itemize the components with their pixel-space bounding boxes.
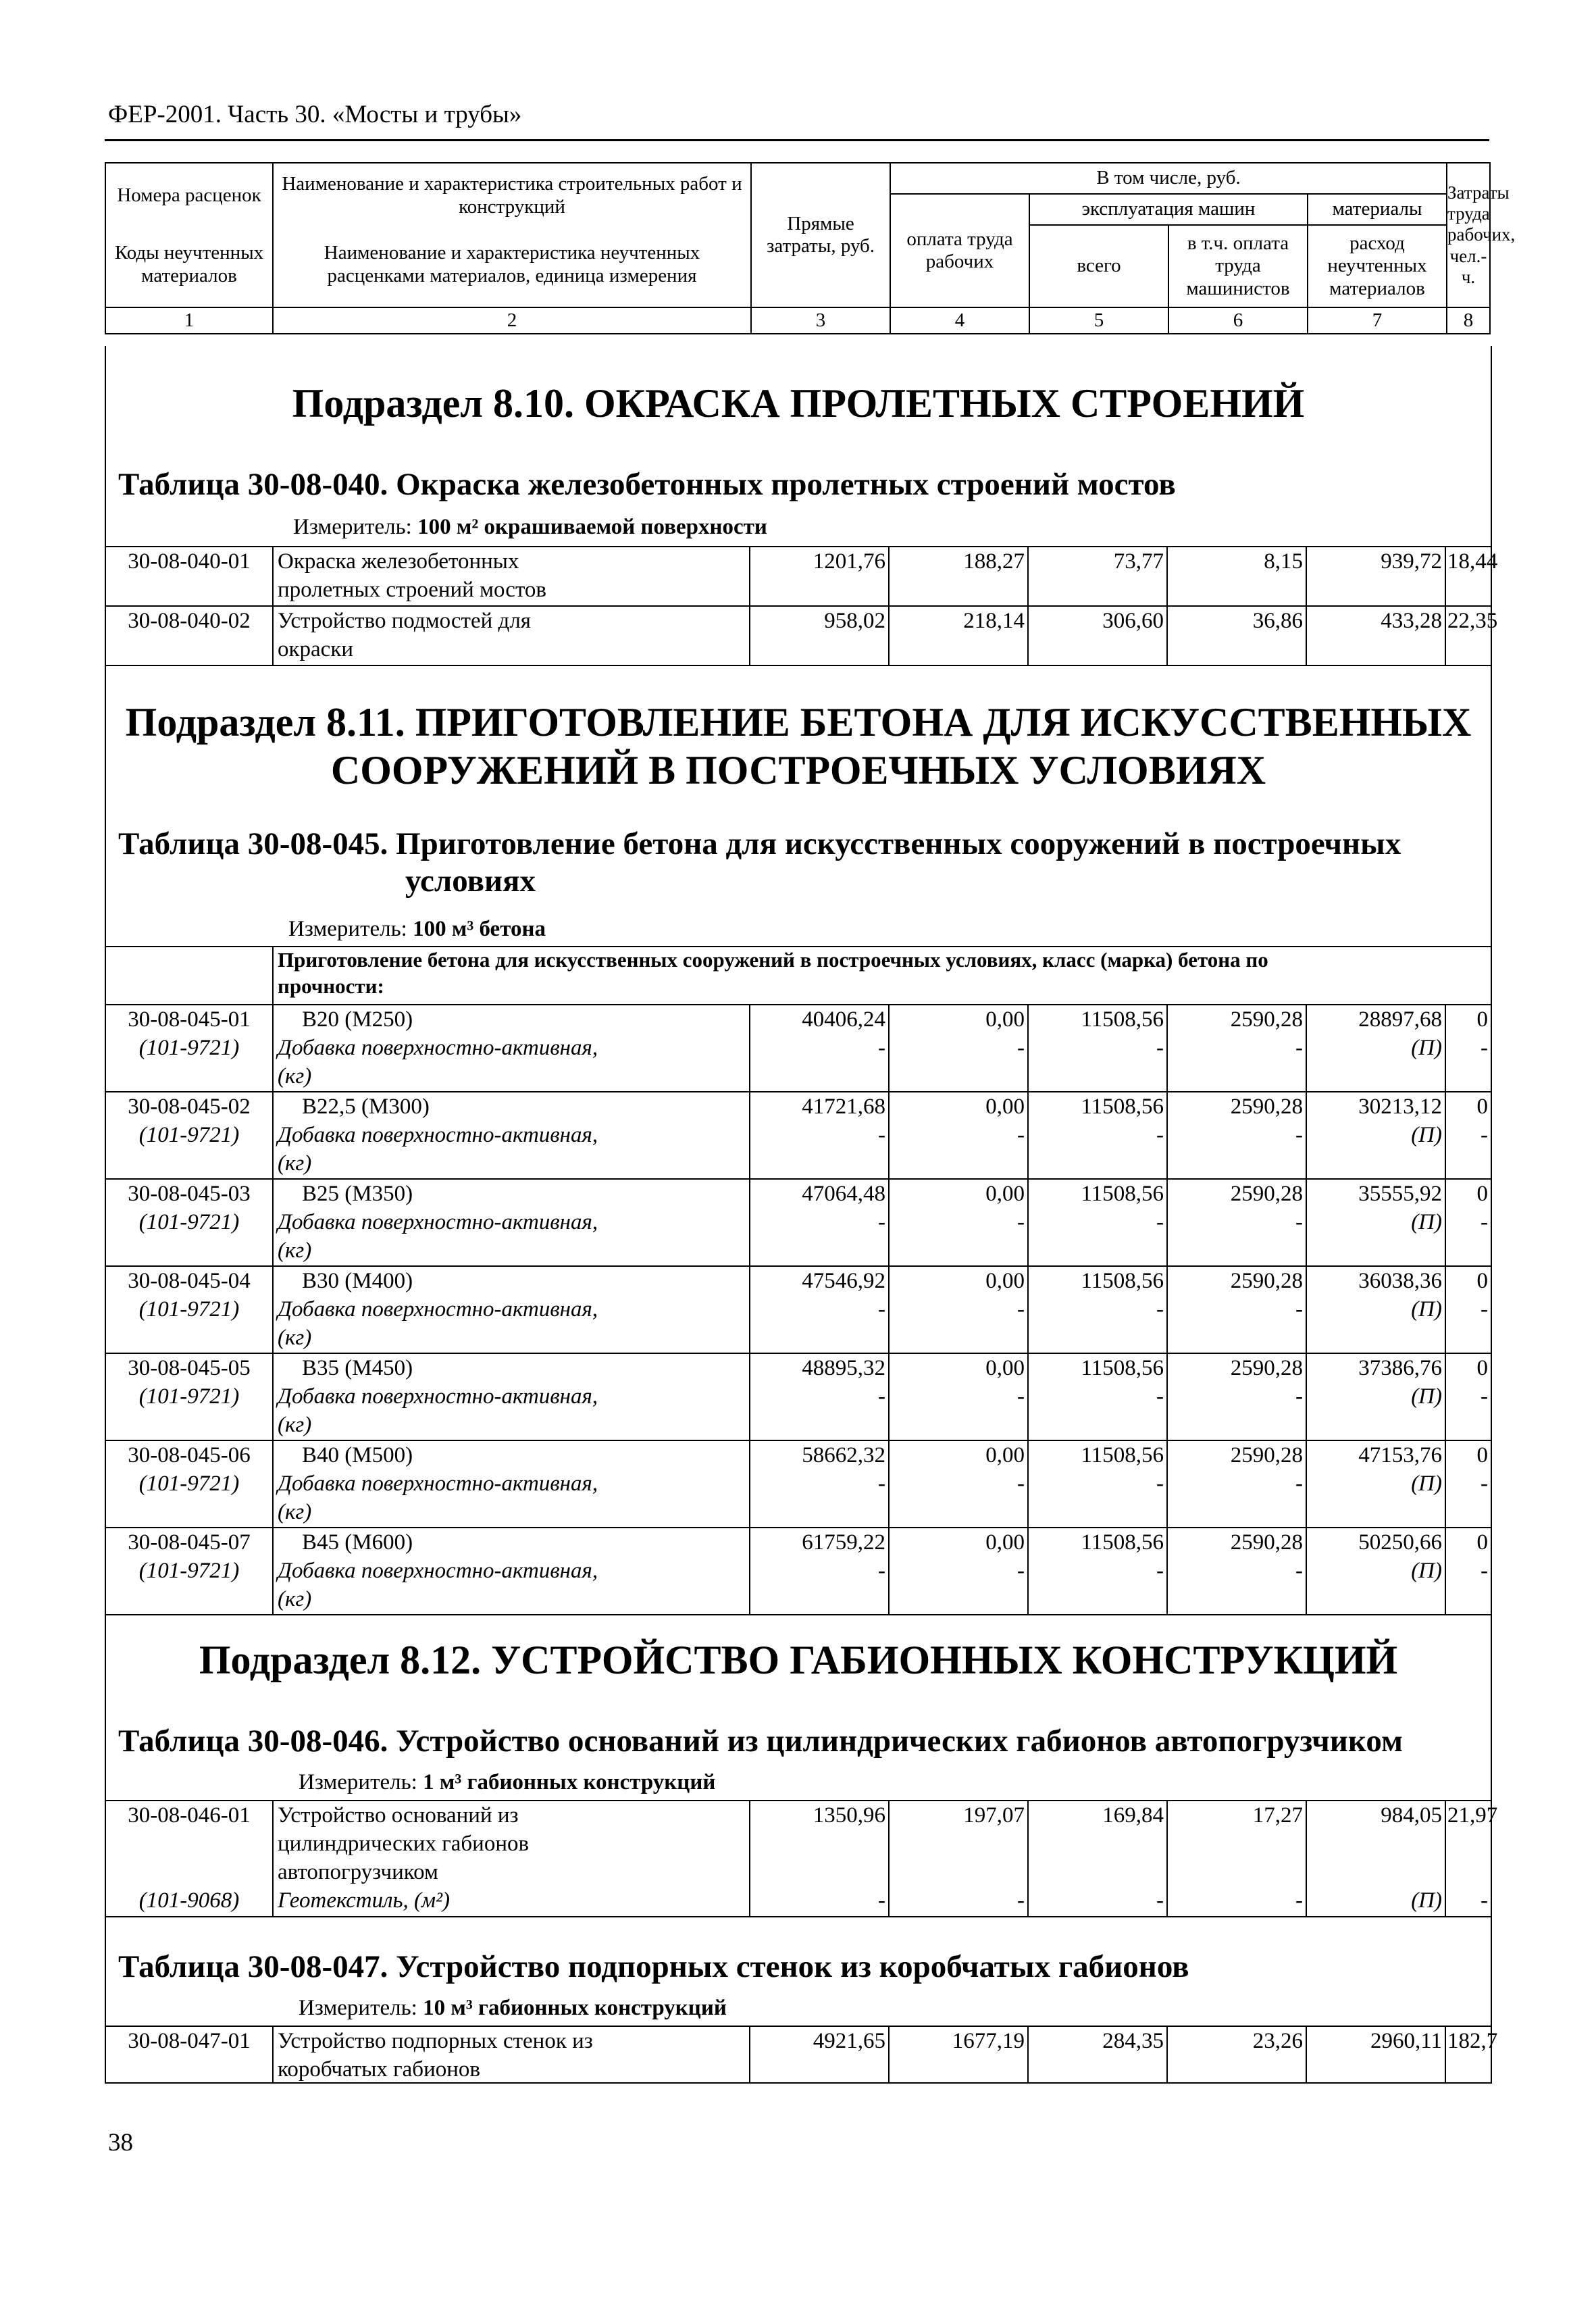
materials-cost: 939,72	[1308, 547, 1446, 605]
row-code	[106, 1354, 274, 1440]
row-code	[106, 1801, 274, 1916]
column-header-table	[105, 162, 1516, 334]
group-heading-line: прочности:	[278, 974, 384, 998]
value: 0,00	[985, 1356, 1025, 1380]
row-code-line: 30-08-045-02	[128, 1095, 251, 1119]
value: 0,00	[985, 1182, 1025, 1206]
value: 17,27	[1252, 1803, 1303, 1828]
table-title-line: условиях	[405, 863, 536, 899]
table-row	[106, 1527, 1491, 1615]
value: 40406,24	[802, 1007, 885, 1032]
concrete-class: В20 (М250)	[302, 1007, 413, 1032]
materials-cost: 433,28	[1308, 607, 1446, 665]
dash: -	[1295, 1472, 1303, 1496]
row-code	[106, 1528, 274, 1614]
material-unit: (кг)	[278, 1238, 312, 1263]
material-code: (101-9721)	[138, 1472, 240, 1496]
value: 47546,92	[802, 1269, 885, 1293]
value: 984,05	[1381, 1803, 1442, 1828]
dash: -	[1017, 1123, 1025, 1147]
value: 0	[1476, 1530, 1488, 1555]
material-code: (101-9721)	[138, 1210, 240, 1234]
row-code: 30-08-040-01	[106, 547, 274, 605]
dash: -	[1156, 1036, 1164, 1060]
material-name: Добавка поверхностно-активная,	[278, 1210, 598, 1234]
materials-cost	[1308, 1092, 1446, 1178]
row-name-line: Устройство подмостей для	[278, 609, 531, 633]
dash: -	[1481, 1297, 1488, 1322]
material-name: Геотекстиль, (м²)	[278, 1888, 450, 1913]
machine-total	[1030, 1005, 1168, 1091]
dash: -	[1017, 1036, 1025, 1060]
direct-cost	[752, 1092, 890, 1178]
value: 30213,12	[1358, 1095, 1442, 1119]
p-mark: (П)	[1411, 1888, 1442, 1913]
machinist-wage	[1169, 1005, 1307, 1091]
col3-header: Прямые затраты, руб.	[751, 163, 890, 307]
material-unit: (кг)	[278, 1413, 312, 1437]
labor-wage: 1677,19	[891, 2027, 1029, 2084]
value: 2590,28	[1230, 1007, 1303, 1032]
labor-wage	[891, 1354, 1029, 1440]
row-code	[106, 1441, 274, 1527]
labor-hours	[1447, 1092, 1491, 1178]
labor-wage	[891, 1092, 1029, 1178]
labor-wage	[891, 1005, 1029, 1091]
col1-top-header: Номера расценок	[105, 163, 273, 225]
machinist-wage	[1169, 1441, 1307, 1527]
value: 11508,56	[1081, 1007, 1164, 1032]
table-row	[106, 1800, 1498, 1917]
row-code-line: 30-08-045-07	[128, 1530, 251, 1555]
machinist-wage	[1169, 1267, 1307, 1353]
group-heading-line: Приготовление бетона для искусственных сооружений в построечных условиях, класс (марка) бетона по	[278, 948, 1268, 972]
labor-wage	[891, 1441, 1029, 1527]
measure-label: Измеритель:	[293, 515, 418, 539]
material-code: (101-9721)	[138, 1036, 240, 1060]
measure-value: 1 м³ габионных конструкций	[423, 1770, 716, 1794]
material-code: (101-9721)	[138, 1297, 240, 1322]
machine-total	[1030, 1528, 1168, 1614]
material-name: Добавка поверхностно-активная,	[278, 1036, 598, 1060]
value: 0	[1476, 1182, 1488, 1206]
row-code-line: 30-08-045-01	[128, 1007, 251, 1032]
dash: -	[878, 1297, 885, 1322]
dash: -	[1295, 1036, 1303, 1060]
col6-header: в т.ч. оплата труда машинистов	[1168, 225, 1308, 307]
row-code	[106, 1180, 274, 1265]
table-045-measure	[288, 917, 546, 942]
labor-wage	[891, 1528, 1029, 1614]
labor-hours: 22,35	[1447, 609, 1498, 633]
value: 0	[1476, 1356, 1488, 1380]
concrete-class: В25 (М350)	[302, 1182, 413, 1206]
value: 48895,32	[802, 1356, 885, 1380]
value: 21,97	[1447, 1803, 1498, 1828]
row-name-line: цилиндрических габионов	[278, 1832, 530, 1856]
p-mark: (П)	[1411, 1559, 1442, 1583]
value: 0	[1476, 1095, 1488, 1119]
labor-hours	[1447, 1005, 1491, 1091]
machinist-wage	[1169, 1528, 1307, 1614]
p-mark: (П)	[1411, 1036, 1442, 1060]
value: 11508,56	[1081, 1356, 1164, 1380]
section-heading-line: Подраздел 8.11. ПРИГОТОВЛЕНИЕ БЕТОНА ДЛЯ ИСКУССТВЕННЫХ	[125, 700, 1472, 745]
direct-cost	[752, 1801, 890, 1916]
machinist-wage: 8,15	[1169, 547, 1307, 605]
row-name-line: автопогрузчиком	[278, 1860, 438, 1884]
col4-header: оплата труда рабочих	[890, 194, 1029, 307]
labor-wage	[891, 1267, 1029, 1353]
value: 2590,28	[1230, 1443, 1303, 1467]
table-row	[106, 605, 1498, 666]
measure-value: 100 м² окрашиваемой поверхности	[417, 515, 767, 539]
dash: -	[1295, 1210, 1303, 1234]
dash: -	[1156, 1297, 1164, 1322]
row-name	[274, 1005, 750, 1091]
material-name: Добавка поверхностно-активная,	[278, 1472, 598, 1496]
dash: -	[1481, 1036, 1488, 1060]
col-number-8: 8	[1447, 307, 1490, 334]
dash: -	[878, 1384, 885, 1409]
material-name: Добавка поверхностно-активная,	[278, 1384, 598, 1409]
concrete-class: В30 (М400)	[302, 1269, 413, 1293]
row-name-line: Окраска железобетонных	[278, 549, 519, 574]
document-body	[105, 346, 1498, 2084]
machinist-wage	[1169, 1180, 1307, 1265]
value: 35555,92	[1358, 1182, 1442, 1206]
p-mark: (П)	[1411, 1297, 1442, 1322]
concrete-class: В40 (М500)	[302, 1443, 413, 1467]
row-code	[106, 1092, 274, 1178]
material-unit: (кг)	[278, 1587, 312, 1611]
materials-cost	[1308, 1354, 1446, 1440]
dash: -	[1017, 1888, 1025, 1913]
col5-header: всего	[1029, 225, 1168, 307]
section-8-10-heading: Подраздел 8.10. ОКРАСКА ПРОЛЕТНЫХ СТРОЕНИЙ	[292, 381, 1305, 426]
col-number-3: 3	[751, 307, 890, 334]
labor-hours	[1447, 1801, 1498, 1916]
col-number-5: 5	[1029, 307, 1168, 334]
row-name-line: Устройство оснований из	[278, 1803, 519, 1828]
materials-cost	[1308, 1528, 1446, 1614]
material-code: (101-9721)	[138, 1123, 240, 1147]
dash: -	[1295, 1888, 1303, 1913]
value: 11508,56	[1081, 1530, 1164, 1555]
machinist-wage	[1169, 1354, 1307, 1440]
concrete-class: В35 (М450)	[302, 1356, 413, 1380]
value: 11508,56	[1081, 1269, 1164, 1293]
value: 36038,36	[1358, 1269, 1442, 1293]
p-mark: (П)	[1411, 1210, 1442, 1234]
col-number-1: 1	[105, 307, 273, 334]
measure-value: 10 м³ габионных конструкций	[423, 1996, 727, 2020]
dash: -	[878, 1472, 885, 1496]
row-code-line: 30-08-045-05	[128, 1356, 251, 1380]
row-name	[274, 1354, 750, 1440]
header-rule	[105, 139, 1489, 141]
table-row	[106, 546, 1498, 605]
material-unit: (кг)	[278, 1064, 312, 1088]
material-code: (101-9721)	[138, 1384, 240, 1409]
materials-group-header: материалы	[1308, 194, 1447, 225]
dash: -	[1481, 1888, 1488, 1913]
section-8-12-heading: Подраздел 8.12. УСТРОЙСТВО ГАБИОННЫХ КОНСТРУКЦИЙ	[199, 1638, 1398, 1682]
row-name	[274, 1267, 750, 1353]
table-row	[106, 1178, 1491, 1265]
material-code: (101-9721)	[138, 1559, 240, 1583]
value: 41721,68	[802, 1095, 885, 1119]
direct-cost	[752, 1180, 890, 1265]
direct-cost	[752, 1005, 890, 1091]
material-unit: (кг)	[278, 1326, 312, 1350]
dash: -	[1156, 1559, 1164, 1583]
labor-hours	[1447, 1441, 1491, 1527]
value: 58662,32	[802, 1443, 885, 1467]
labor-wage: 188,27	[891, 547, 1029, 605]
dash: -	[878, 1036, 885, 1060]
row-code: 30-08-047-01	[106, 2027, 274, 2084]
labor-wage	[891, 1180, 1029, 1265]
col7-header: расход неучтенных материалов	[1308, 225, 1447, 307]
value: 0,00	[985, 1007, 1025, 1032]
materials-cost	[1308, 1267, 1446, 1353]
labor-hours	[1447, 1354, 1491, 1440]
table-row	[106, 1440, 1491, 1527]
value: 50250,66	[1358, 1530, 1442, 1555]
table-row	[106, 1091, 1491, 1178]
measure-label: Измеритель:	[299, 1996, 423, 2020]
col-number-2: 2	[273, 307, 751, 334]
table-row	[106, 1353, 1491, 1440]
materials-cost	[1308, 1441, 1446, 1527]
dash: -	[1295, 1297, 1303, 1322]
table-row	[106, 1004, 1491, 1091]
value: 2590,28	[1230, 1356, 1303, 1380]
dash: -	[1481, 1472, 1488, 1496]
subgroup-header: эксплуатация машин	[1029, 194, 1308, 225]
value: 2590,28	[1230, 1269, 1303, 1293]
value: 197,07	[963, 1803, 1025, 1828]
dash: -	[1017, 1297, 1025, 1322]
table-row	[106, 1265, 1491, 1353]
material-unit: (кг)	[278, 1500, 312, 1524]
value: 47064,48	[802, 1182, 885, 1206]
dash: -	[1156, 1472, 1164, 1496]
material-name: Добавка поверхностно-активная,	[278, 1559, 598, 1583]
table-046-title: Таблица 30-08-046. Устройство оснований из цилиндрических габионов автопогрузчиком	[118, 1724, 1403, 1759]
dash: -	[1017, 1384, 1025, 1409]
machinist-wage: 36,86	[1169, 607, 1307, 665]
dash: -	[878, 1559, 885, 1583]
machine-total	[1030, 1180, 1168, 1265]
value: 11508,56	[1081, 1443, 1164, 1467]
row-name	[274, 1801, 750, 1916]
row-code	[106, 1005, 274, 1091]
machinist-wage: 23,26	[1169, 2027, 1307, 2084]
dash: -	[1295, 1123, 1303, 1147]
table-045-title	[118, 826, 1483, 901]
machine-total	[1030, 1441, 1168, 1527]
value: 1350,96	[813, 1803, 885, 1828]
p-mark: (П)	[1411, 1472, 1442, 1496]
row-code-line: 30-08-045-03	[128, 1182, 251, 1206]
machinist-wage	[1169, 1801, 1307, 1916]
machine-total	[1030, 1092, 1168, 1178]
material-name: Добавка поверхностно-активная,	[278, 1297, 598, 1322]
dash: -	[1156, 1888, 1164, 1913]
value: 47153,76	[1358, 1443, 1442, 1467]
col-number-6: 6	[1168, 307, 1308, 334]
table-row	[106, 2026, 1498, 2084]
materials-cost	[1308, 1005, 1446, 1091]
labor-hours	[1447, 1267, 1491, 1353]
col8-header: Затраты труда рабочих, чел.-ч.	[1447, 163, 1490, 307]
col-number-7: 7	[1308, 307, 1447, 334]
group-header: В том числе, руб.	[890, 163, 1447, 194]
row-name	[274, 1528, 750, 1614]
running-header: ФЕР-2001. Часть 30. «Мосты и трубы»	[108, 101, 522, 128]
value: 2590,28	[1230, 1530, 1303, 1555]
row-name-line: Устройство подпорных стенок из	[278, 2029, 593, 2053]
dash: -	[878, 1123, 885, 1147]
materials-cost	[1308, 1180, 1446, 1265]
value: 61759,22	[802, 1530, 885, 1555]
value: 0	[1476, 1443, 1488, 1467]
dash: -	[1481, 1123, 1488, 1147]
dash: -	[1295, 1559, 1303, 1583]
material-code: (101-9068)	[138, 1888, 240, 1913]
row-name-line: окраски	[278, 637, 354, 661]
row-code-line: 30-08-045-06	[128, 1443, 251, 1467]
row-name	[274, 1180, 750, 1265]
direct-cost: 958,02	[752, 607, 890, 665]
material-unit: (кг)	[278, 1151, 312, 1176]
materials-cost: 2960,11	[1308, 2027, 1446, 2084]
dash: -	[1017, 1210, 1025, 1234]
row-name	[274, 1092, 750, 1178]
dash: -	[1156, 1384, 1164, 1409]
machine-total	[1030, 1354, 1168, 1440]
col2-bottom-header: Наименование и характеристика неучтенных расценками материалов, единица измерения	[273, 225, 751, 307]
row-name-line: коробчатых габионов	[278, 2057, 480, 2082]
direct-cost	[752, 1528, 890, 1614]
labor-wage	[891, 1801, 1029, 1916]
table-040-measure	[293, 515, 767, 540]
dash: -	[1481, 1384, 1488, 1409]
direct-cost	[752, 1354, 890, 1440]
row-name	[274, 2027, 750, 2084]
value: 0	[1476, 1269, 1488, 1293]
machinist-wage	[1169, 1092, 1307, 1178]
dash: -	[878, 1210, 885, 1234]
value: 28897,68	[1358, 1007, 1442, 1032]
value: 0,00	[985, 1269, 1025, 1293]
row-code: 30-08-040-02	[106, 607, 274, 665]
page-number: 38	[108, 2129, 133, 2157]
value: 0,00	[985, 1530, 1025, 1555]
p-mark: (П)	[1411, 1384, 1442, 1409]
labor-hours	[1447, 1180, 1491, 1265]
materials-cost	[1308, 1801, 1446, 1916]
direct-cost	[752, 1267, 890, 1353]
col1-bottom-header: Коды неучтенных материалов	[105, 225, 273, 307]
section-8-11-heading	[106, 699, 1491, 795]
row-code-line: 30-08-046-01	[128, 1803, 251, 1828]
dash: -	[1017, 1559, 1025, 1583]
dash: -	[1156, 1123, 1164, 1147]
row-name	[274, 547, 750, 605]
value: 2590,28	[1230, 1095, 1303, 1119]
value: 0	[1476, 1007, 1488, 1032]
measure-label: Измеритель:	[288, 917, 413, 941]
value: 0,00	[985, 1443, 1025, 1467]
value: 2590,28	[1230, 1182, 1303, 1206]
material-name: Добавка поверхностно-активная,	[278, 1123, 598, 1147]
group-head-blank	[106, 946, 274, 1004]
dash: -	[1295, 1384, 1303, 1409]
col-number-4: 4	[890, 307, 1029, 334]
measure-label: Измеритель:	[299, 1770, 423, 1794]
machine-total	[1030, 1267, 1168, 1353]
concrete-class: В45 (М600)	[302, 1530, 413, 1555]
table-title-line: Таблица 30-08-045. Приготовление бетона для искусственных сооружений в построечных	[118, 826, 1401, 861]
value: 169,84	[1102, 1803, 1164, 1828]
table-045-group-heading	[274, 946, 1491, 1003]
dash: -	[1481, 1559, 1488, 1583]
value: 11508,56	[1081, 1182, 1164, 1206]
machine-total: 284,35	[1030, 2027, 1168, 2084]
machine-total: 306,60	[1030, 607, 1168, 665]
table-030-title: Таблица 30-08-040. Окраска железобетонных пролетных строений мостов	[118, 467, 1176, 502]
dash: -	[1156, 1210, 1164, 1234]
direct-cost: 1201,76	[752, 547, 890, 605]
value: 37386,76	[1358, 1356, 1442, 1380]
labor-hours: 182,7	[1447, 2029, 1498, 2053]
direct-cost: 4921,65	[752, 2027, 890, 2084]
row-code-line: 30-08-045-04	[128, 1269, 251, 1293]
labor-hours	[1447, 1528, 1491, 1614]
machine-total	[1030, 1801, 1168, 1916]
dash: -	[1481, 1210, 1488, 1234]
row-name-line: пролетных строений мостов	[278, 578, 547, 602]
p-mark: (П)	[1411, 1123, 1442, 1147]
table-047-title: Таблица 30-08-047. Устройство подпорных стенок из коробчатых габионов	[118, 1949, 1189, 1984]
section-heading-line: СООРУЖЕНИЙ В ПОСТРОЕЧНЫХ УСЛОВИЯХ	[330, 747, 1266, 793]
labor-hours: 18,44	[1447, 549, 1498, 574]
table-047-measure	[299, 1996, 727, 2021]
value: 11508,56	[1081, 1095, 1164, 1119]
machine-total: 73,77	[1030, 547, 1168, 605]
dash: -	[1017, 1472, 1025, 1496]
col2-top-header: Наименование и характеристика строительных работ и конструкций	[273, 163, 751, 225]
table-046-measure	[299, 1770, 715, 1795]
dash: -	[878, 1888, 885, 1913]
concrete-class: В22,5 (М300)	[302, 1095, 430, 1119]
direct-cost	[752, 1441, 890, 1527]
row-name	[274, 607, 750, 665]
measure-value: 100 м³ бетона	[413, 917, 546, 941]
value: 0,00	[985, 1095, 1025, 1119]
labor-wage: 218,14	[891, 607, 1029, 665]
row-code	[106, 1267, 274, 1353]
row-name	[274, 1441, 750, 1527]
